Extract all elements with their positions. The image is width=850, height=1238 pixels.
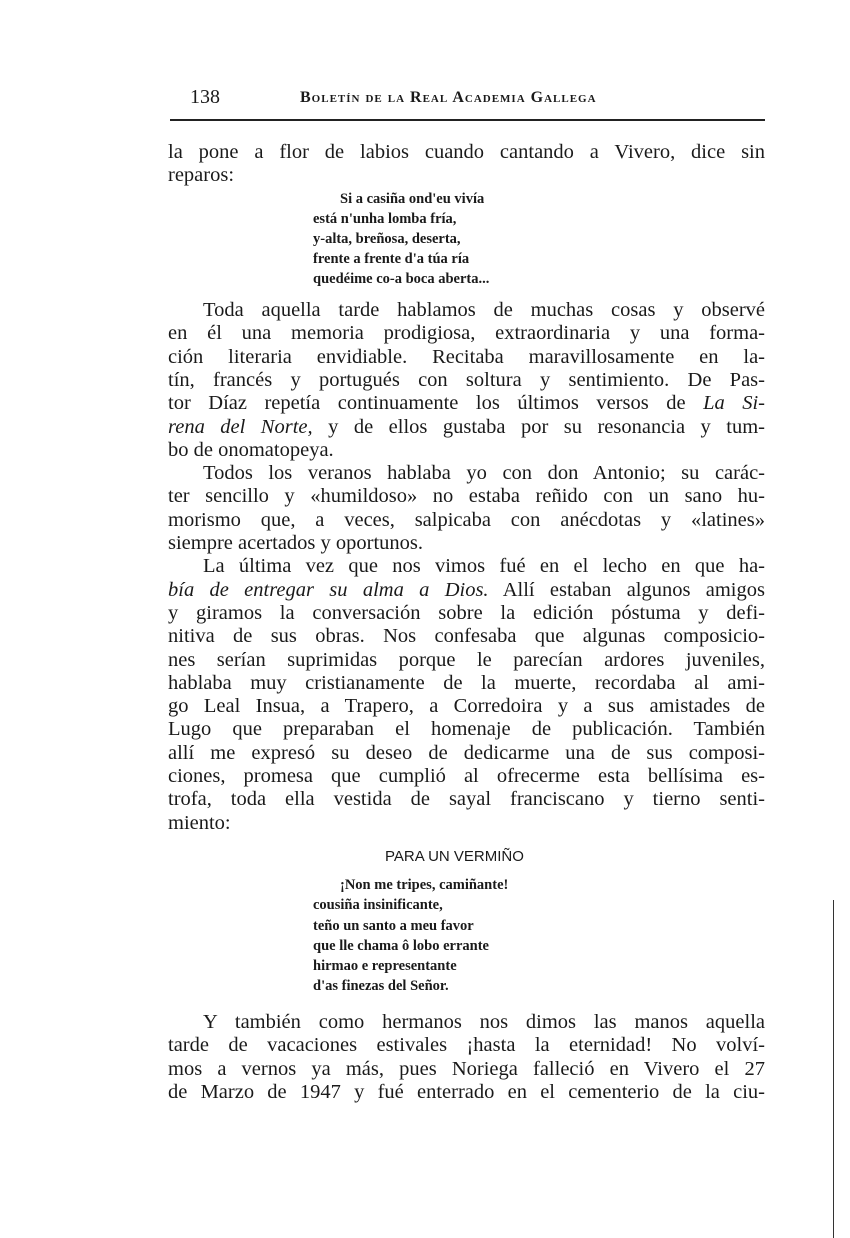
text-line xyxy=(168,741,765,765)
text-segment: hablaba muy cristianamente de la muerte, recordaba al ami- xyxy=(168,671,765,694)
page-number: 138 xyxy=(190,86,220,108)
text-line xyxy=(168,648,765,672)
text-segment: go Leal Insua, a Trapero, a Corredoira y a sus amistades de xyxy=(168,695,765,718)
text-line xyxy=(168,811,765,835)
text-segment: tarde de vacaciones estivales ¡hasta la eternidad! No volví- xyxy=(168,1034,765,1057)
verse-line: frente a frente d'a túa ría xyxy=(313,251,470,267)
text-line xyxy=(168,717,765,741)
text-line xyxy=(168,1080,765,1104)
text-segment: Toda aquella tarde hablamos de muchas cosas y observé xyxy=(203,299,765,321)
text-segment: allí me expresó su deseo de dedicarme una de sus composi- xyxy=(168,741,765,764)
text-segment: morismo que, a veces, salpicaba con anécdotas y «latines» xyxy=(168,508,765,531)
poem-title: PARA UN VERMIÑO xyxy=(385,848,524,865)
text-segment: Allí estaban algunos amigos xyxy=(488,578,765,601)
verse-line: y-alta, breñosa, deserta, xyxy=(313,231,461,247)
text-segment: reparos: xyxy=(168,164,235,186)
text-segment: mos a vernos ya más, pues Noriega falleció en Vivero el 27 xyxy=(168,1057,765,1080)
running-header: Boletín de la Real Academia Gallega xyxy=(300,89,597,106)
text-segment: trofa, toda ella vestida de sayal franciscano y tierno senti- xyxy=(168,788,765,811)
text-segment: en él una memoria prodigiosa, extraordinaria y una forma- xyxy=(168,322,765,345)
verse-line: que lle chama ô lobo errante xyxy=(313,937,489,954)
text-segment: siempre acertados y oportunos. xyxy=(168,532,424,554)
text-line xyxy=(168,415,765,439)
text-segment: ción literaria envidiable. Recitaba maravillosamente en la- xyxy=(168,345,765,368)
verse-line: está n'unha lomba fría, xyxy=(313,211,457,227)
text-segment: nes serían suprimidas porque le parecían ardores juveniles, xyxy=(168,648,765,671)
text-line xyxy=(168,694,765,718)
text-line xyxy=(168,163,765,187)
verse-line: cousiña insinificante, xyxy=(313,897,443,914)
text-segment: Y también como hermanos nos dimos las manos aquella xyxy=(203,1011,765,1033)
text-line xyxy=(168,531,765,555)
text-segment: tor Díaz repetía continuamente los últimos versos de xyxy=(168,392,704,415)
text-line xyxy=(168,140,765,164)
text-segment: de Marzo de 1947 y fué enterrado en el cementerio de la ciu- xyxy=(168,1080,765,1103)
text-line xyxy=(168,508,765,532)
text-segment: La última vez que nos vimos fué en el lecho en que ha- xyxy=(203,555,765,578)
poem-verse xyxy=(313,875,508,997)
header-rule xyxy=(170,119,765,121)
text-line xyxy=(168,578,765,602)
text-line xyxy=(168,345,765,369)
text-segment: miento: xyxy=(168,811,231,834)
text-line xyxy=(168,764,765,788)
verse-line: quedéime co-a boca aberta... xyxy=(313,271,490,287)
text-line xyxy=(168,601,765,625)
text-line xyxy=(168,624,765,648)
text-line xyxy=(168,368,765,392)
text-line xyxy=(203,1010,765,1034)
text-line xyxy=(168,484,765,508)
italic-text: bía de entregar su alma a Dios. xyxy=(168,578,489,601)
text-segment: Todos los veranos hablaba yo con don Antonio; su carác- xyxy=(203,462,765,485)
text-line xyxy=(168,1033,765,1057)
text-line xyxy=(203,461,765,485)
text-segment: Lugo que preparaban el homenaje de publicación. También xyxy=(168,718,765,741)
text-segment: ciones, promesa que cumplió al ofrecerme esta bellísima es- xyxy=(168,765,765,787)
text-line xyxy=(168,671,765,695)
text-line xyxy=(168,1057,765,1081)
poem-verse xyxy=(313,189,489,289)
italic-text: rena del Norte, xyxy=(168,415,313,438)
text-segment: y giramos la conversación sobre la edición póstuma y defi- xyxy=(168,601,765,624)
text-segment: y de ellos gustaba por su resonancia y tum- xyxy=(312,415,766,438)
verse-line: teño un santo a meu favor xyxy=(313,917,474,934)
text-line xyxy=(168,787,765,811)
text-line xyxy=(168,391,765,415)
scan-edge-line xyxy=(833,900,834,1238)
verse-line: hirmao e representante xyxy=(313,958,457,975)
verse-line: ¡Non me tripes, camiñante! xyxy=(340,877,509,893)
verse-line: Si a casiña ond'eu vivía xyxy=(340,191,485,207)
text-segment: bo de onomatopeya. xyxy=(168,438,334,461)
text-segment: ter sencillo y «humildoso» no estaba reñido con un sano hu- xyxy=(168,485,765,508)
text-line xyxy=(168,438,765,462)
text-line xyxy=(203,554,765,578)
text-segment: la pone a flor de labios cuando cantando a Vivero, dice sin xyxy=(168,141,765,163)
italic-text: La Si- xyxy=(703,392,765,415)
text-line xyxy=(203,298,765,322)
text-segment: tín, francés y portugués con soltura y sentimiento. De Pas- xyxy=(168,368,765,391)
verse-line: d'as finezas del Señor. xyxy=(313,978,449,995)
text-segment: nitiva de sus obras. Nos confesaba que algunas composicio- xyxy=(168,625,765,648)
text-line xyxy=(168,321,765,345)
